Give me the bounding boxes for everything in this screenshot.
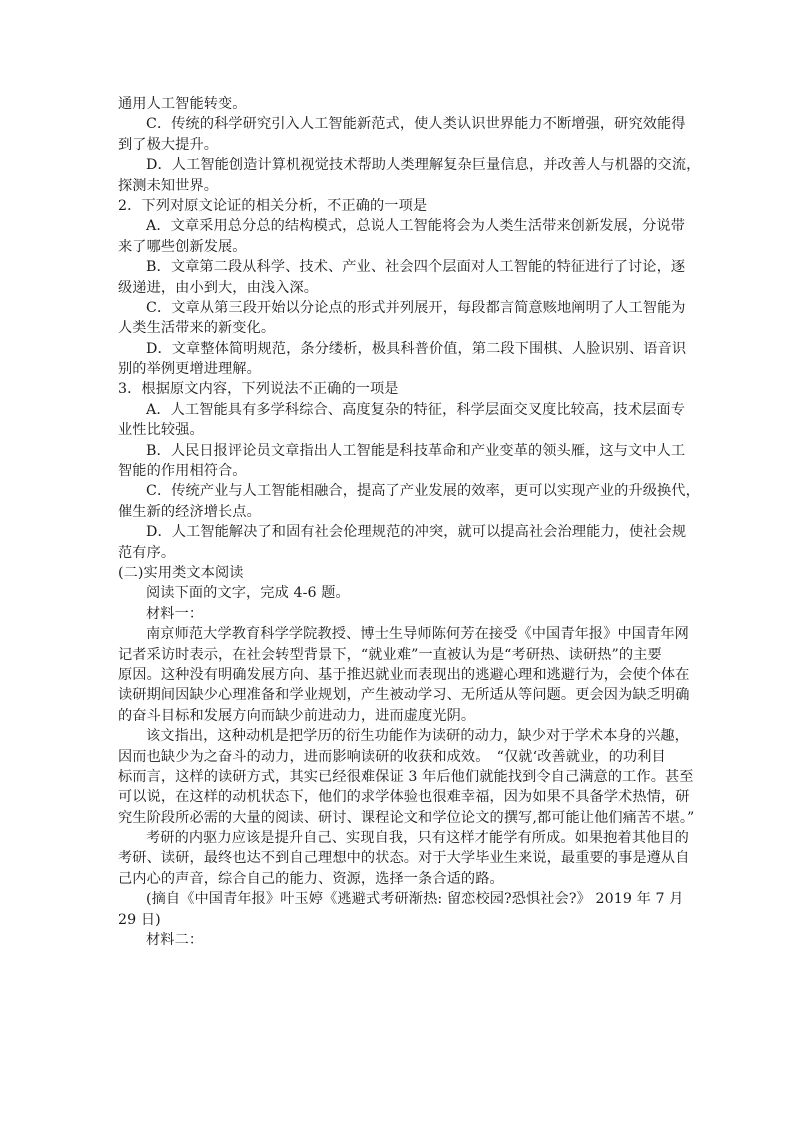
text-line: 催生新的经济增长点。	[118, 503, 261, 520]
text-line: 通用人工智能转变。	[118, 96, 247, 112]
text-line: 来了哪些创新发展。	[118, 238, 247, 255]
text-line: 业性比较强。	[118, 422, 204, 439]
text-line: 人类生活带来的新变化。	[118, 320, 276, 337]
text-line: 到了极大提升。	[118, 136, 219, 153]
text-line: 原因。这种没有明确发展方向、基于推迟就业而表现出的逃避心理和逃避行为，会使个体在	[118, 666, 690, 683]
text-line: (二)实用类文本阅读	[118, 564, 244, 581]
text-line: B．人民日报评论员文章指出人工智能是科技革命和产业变革的领头雁，这与文中人工	[146, 442, 686, 459]
text-line: (摘自《中国青年报》叶玉婷《逃避式考研渐热: 留恋校园?恐惧社会?》 2019 年 7 月	[146, 891, 684, 908]
text-line: 级递进，由小到大，由浅入深。	[118, 279, 319, 296]
text-line: 究生阶段所必需的大量的阅读、研讨、课程论文和学位论文的撰写,都可能让他们痛苦不堪。”	[118, 809, 695, 826]
text-line: D．文章整体简明规范，条分缕析，极具科普价值，第二段下围棋、人脸识别、语音识	[146, 340, 687, 357]
text-line: B．文章第二段从科学、技术、产业、社会四个层面对人工智能的特征进行了讨论，逐	[146, 259, 686, 276]
text-line: 阅读下面的文字，完成 4-6 题。	[146, 585, 350, 602]
text-line: C．传统产业与人工智能相融合，提高了产业发展的效率，更可以实现产业的升级换代，	[146, 483, 700, 500]
text-line: D．人工智能创造计算机视觉技术帮助人类理解复杂巨量信息，并改善人与机器的交流，	[146, 157, 701, 174]
text-line: 3．根据原文内容，下列说法不正确的一项是	[118, 381, 399, 398]
text-line: A．文章采用总分总的结构模式，总说人工智能将会为人类生活带来创新发展，分说带	[146, 218, 685, 235]
text-line: 己内心的声音，综合自己的能力、资源，选择一条合适的路。	[118, 870, 504, 887]
text-line: 2．下列对原文论证的相关分析，不正确的一项是	[118, 197, 428, 214]
text-line: 探测未知世界。	[118, 177, 219, 194]
text-line: 材料二：	[146, 932, 204, 949]
text-line: 读研期间因缺少心理准备和学业规划，产生被动学习、无所适从等问题。更会因为缺乏明确	[118, 687, 690, 704]
document-page	[118, 94, 701, 950]
text-line: 该文指出，这种动机是把学历的衍生功能作为读研的动力，缺少对于学术本身的兴趣，	[146, 728, 689, 745]
text-line: 别的举例更增进理解。	[118, 361, 261, 378]
text-line: A．人工智能具有多学科综合、高度复杂的特征，科学层面交叉度比较高，技术层面专	[146, 401, 685, 418]
text-line: 范有序。	[118, 544, 176, 561]
text-line: 记者采访时表示，在社会转型背景下，“就业难”一直被认为是“考研热、读研热”的主要	[118, 646, 662, 663]
text-line: 的奋斗目标和发展方向而缺少前进动力，进而虚度光阴。	[118, 707, 476, 724]
text-line: 考研的内驱力应该是提升自己、实现自我，只有这样才能学有所成。如果抱着其他目的	[146, 830, 689, 847]
text-line: 可以说，在这样的动机状态下，他们的求学体验也很难幸福，因为如果不具备学术热情，研	[118, 789, 690, 806]
text-line: 考研、读研，最终也达不到自己理想中的状态。对于大学毕业生来说，最重要的事是遵从自	[118, 850, 690, 867]
text-line: C．文章从第三段开始以分论点的形式并列展开，每段都言简意赅地阐明了人工智能为	[146, 299, 686, 316]
text-line: 南京师范大学教育科学学院教授、博士生导师陈何芳在接受《中国青年报》中国青年网	[146, 626, 689, 643]
text-line: 标而言，这样的读研方式，其实已经很难保证 3 年后他们就能找到令自己满意的工作。甚至	[118, 768, 694, 785]
text-line: 智能的作用相符合。	[118, 463, 247, 480]
text-line: D．人工智能解决了和固有社会伦理规范的冲突，就可以提高社会治理能力，使社会规	[146, 524, 687, 541]
text-line: 因而也缺少为之奋斗的动力，进而影响读研的收获和成效。 “仅就‘改善就业，的功利目	[118, 748, 666, 765]
text-line: 29 日)	[118, 911, 161, 928]
text-line: 材料一：	[146, 605, 204, 622]
text-line: C．传统的科学研究引入人工智能新范式，使人类认识世界能力不断增强，研究效能得	[146, 116, 686, 133]
